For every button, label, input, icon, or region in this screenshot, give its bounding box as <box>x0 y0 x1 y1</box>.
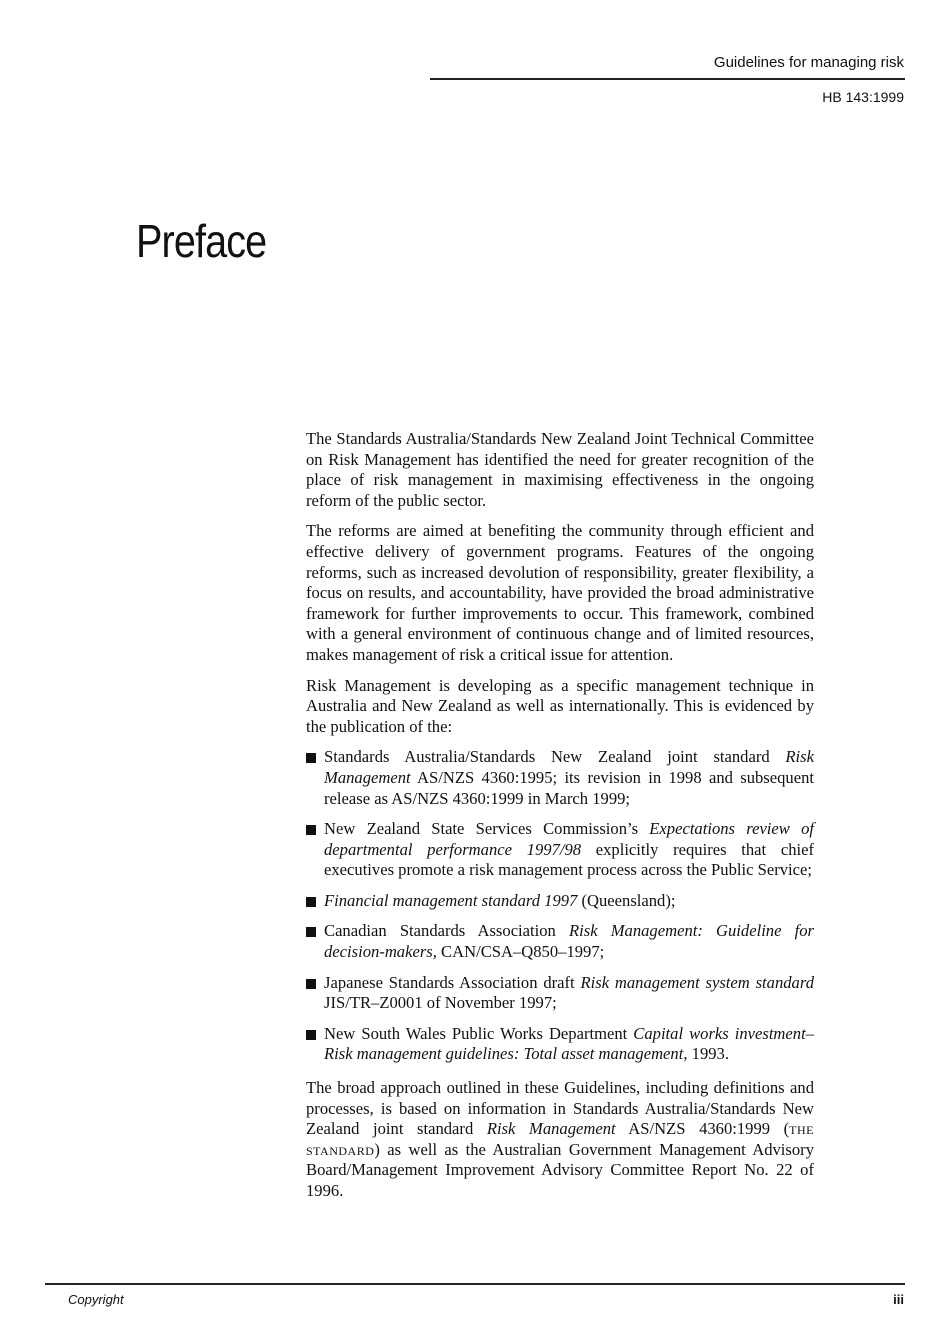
running-header-title: Guidelines for managing risk <box>713 54 904 71</box>
standard-smallcaps: the standard <box>306 1119 814 1159</box>
square-bullet-icon <box>306 753 316 763</box>
document-code: HB 143:1999 <box>822 89 904 105</box>
paragraph-reforms: The reforms are aimed at benefiting the community through efficient and effective delivery of government programs. Features of the ongoing reforms, such as increased devolution of responsibility, greater flexibility, a focus on results, and accountability, have provided the broad administrative framework for further improvements to occur. This framework, combined with a general environment of continuous change and of limited resources, makes management of risk a critical issue for attention. <box>306 521 814 664</box>
square-bullet-icon <box>306 1030 316 1040</box>
square-bullet-icon <box>306 927 316 937</box>
list-item: Canadian Standards Association Risk Management: Guideline for decision-makers, CAN/CSA–Q850–1997; <box>306 921 814 962</box>
footer-copyright: Copyright <box>68 1292 124 1307</box>
page-title: Preface <box>136 215 267 267</box>
list-item: New South Wales Public Works Department Capital works investment–Risk management guidelines: Total asset management, 1993. <box>306 1024 814 1065</box>
square-bullet-icon <box>306 979 316 989</box>
header-rule <box>430 78 905 80</box>
publication-list <box>306 747 814 1065</box>
body-text <box>306 429 814 1212</box>
page-number: iii <box>893 1292 904 1307</box>
square-bullet-icon <box>306 897 316 907</box>
list-item: Financial management standard 1997 (Queensland); <box>306 891 814 912</box>
footer-rule <box>45 1283 905 1285</box>
paragraph-intro: The Standards Australia/Standards New Zealand Joint Technical Committee on Risk Management has identified the need for greater recognition of the place of risk management in maximising effectiveness in the ongoing reform of the public sector. <box>306 429 814 510</box>
square-bullet-icon <box>306 825 316 835</box>
list-item: Standards Australia/Standards New Zealand joint standard Risk Management AS/NZS 4360:1995; its revision in 1998 and subsequent release as AS/NZS 4360:1999 in March 1999; <box>306 747 814 809</box>
paragraph-development: Risk Management is developing as a specific management technique in Australia and New Zealand as well as internationally. This is evidenced by the publication of the: <box>306 675 814 736</box>
list-item: New Zealand State Services Commission’s Expectations review of departmental performance 1997/98 explicitly requires that chief executives promote a risk management process across the Public Service; <box>306 819 814 881</box>
paragraph-approach: The broad approach outlined in these Guidelines, including definitions and processes, is based on information in Standards Australia/Standards New Zealand joint standard Risk Management AS/NZS 4360:1999 (the standard) as well as the Australian Government Management Advisory Board/Management Improvement Advisory Committee Report No. 22 of 1996. <box>306 1078 814 1200</box>
list-item: Japanese Standards Association draft Risk management system standard JIS/TR–Z0001 of November 1997; <box>306 973 814 1014</box>
